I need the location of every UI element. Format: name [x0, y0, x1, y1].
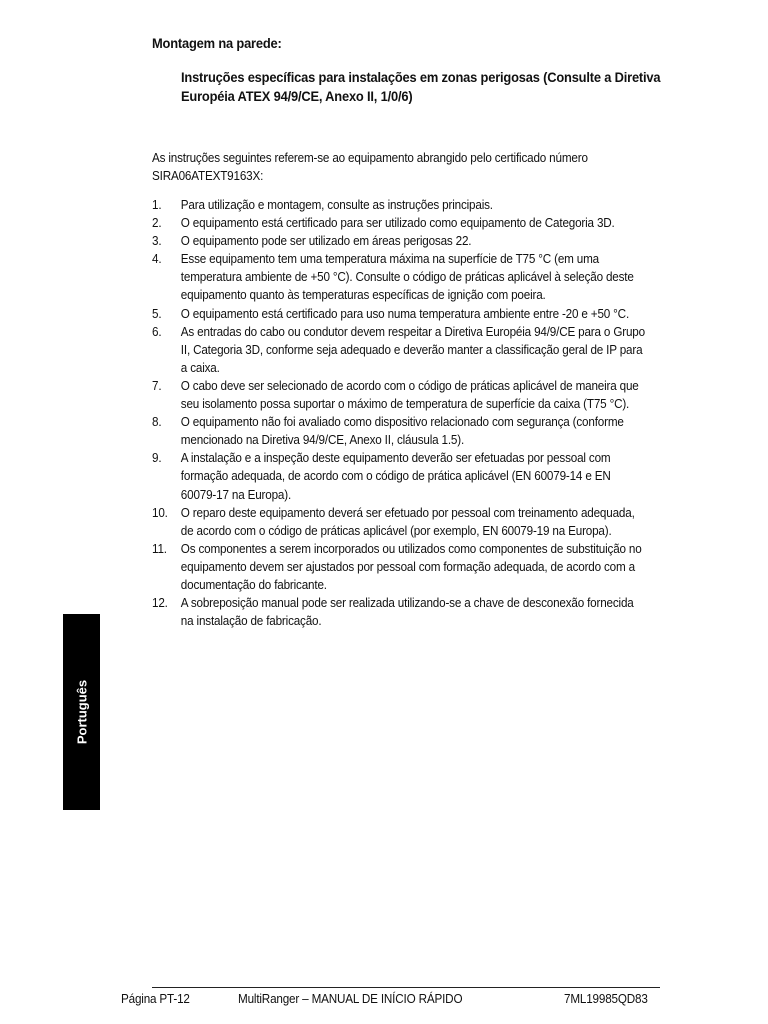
- item-text: Esse equipamento tem uma temperatura máxima na superfície de T75 °C (em uma temperatura ambiente de +50 °C). Consulte o código de práticas aplicável à seleção deste equipamento quanto às temperaturas específicas de ignição com poeira.: [180, 251, 634, 303]
- item-number: 10.: [152, 504, 168, 520]
- item-text: O equipamento não foi avaliado como dispositivo relacionado com segurança (conforme mencionado na Diretiva 94/9/CE, Anexo II, cláusula 1.5).: [180, 414, 624, 448]
- footer-manual-title: MultiRanger – MANUAL DE INÍCIO RÁPIDO: [238, 991, 463, 1006]
- item-text: Para utilização e montagem, consulte as instruções principais.: [180, 197, 493, 212]
- list-item: [152, 323, 645, 377]
- list-item: [152, 377, 645, 413]
- item-number: 9.: [152, 450, 162, 466]
- list-item: [152, 305, 645, 323]
- item-text: Os componentes a serem incorporados ou utilizados como componentes de substituição no equipamento devem ser ajustados por pessoal com formação adequada, de acordo com a documentação do fabricante.: [180, 540, 642, 592]
- item-text: O equipamento pode ser utilizado em áreas perigosas 22.: [180, 233, 472, 249]
- intro-paragraph: As instruções seguintes referem-se ao equipamento abrangido pelo certificado número SIRA06ATEXT9163X:: [152, 150, 588, 183]
- item-number: 3.: [152, 233, 162, 249]
- footer-page-number: Página PT-12: [121, 991, 190, 1006]
- instruction-list: [152, 196, 645, 630]
- item-number: 11.: [152, 540, 167, 556]
- section-heading: Montagem na parede:: [152, 35, 282, 51]
- language-tab: [63, 614, 100, 810]
- list-item: [152, 504, 645, 540]
- list-item: [152, 594, 645, 630]
- item-text: O equipamento está certificado para ser utilizado como equipamento de Categoria 3D.: [180, 215, 615, 231]
- footer-document-code: 7ML19985QD83: [564, 991, 648, 1006]
- list-item: [152, 214, 645, 232]
- list-item: [152, 196, 645, 214]
- list-item: [152, 250, 645, 304]
- item-number: 5.: [152, 305, 162, 321]
- item-number: 6.: [152, 323, 162, 339]
- item-number: 2.: [152, 215, 162, 231]
- item-number: 7.: [152, 377, 162, 393]
- list-item: [152, 413, 645, 449]
- item-number: 8.: [152, 414, 162, 430]
- language-tab-label: Português: [74, 679, 89, 745]
- item-text: O cabo deve ser selecionado de acordo com o código de práticas aplicável de maneira que seu isolamento possa suportar o máximo de temperatura de superfície da caixa (T75 °C).: [180, 377, 639, 412]
- list-item: [152, 232, 645, 250]
- item-text: As entradas do cabo ou condutor devem respeitar a Diretiva Européia 94/9/CE para o Grupo II, Categoria 3D, conforme seja adequado e deverão manter a classificação geral de IP para a caixa.: [180, 323, 645, 375]
- section-subheading: Instruções específicas para instalações em zonas perigosas (Consulte a Diretiva Européia ATEX 94/9/CE, Anexo II, 1/0/6): [181, 69, 661, 104]
- item-number: 4.: [152, 251, 162, 267]
- footer-divider: [152, 987, 660, 988]
- item-number: 12.: [152, 595, 168, 611]
- item-text: A instalação e a inspeção deste equipamento deverão ser efetuadas por pessoal com formação adequada, de acordo com o código de prática aplicável (EN 60079-14 e EN 60079-17 na Europa).: [180, 450, 611, 502]
- item-text: O equipamento está certificado para uso numa temperatura ambiente entre -20 e +50 °C.: [180, 305, 630, 321]
- list-item: [152, 540, 645, 594]
- item-number: 1.: [152, 197, 162, 212]
- item-text: A sobreposição manual pode ser realizada utilizando-se a chave de desconexão fornecida na instalação de fabricação.: [180, 595, 634, 629]
- item-text: O reparo deste equipamento deverá ser efetuado por pessoal com treinamento adequada, de acordo com o código de práticas aplicável (por exemplo, EN 60079-19 na Europa).: [180, 504, 635, 538]
- list-item: [152, 449, 645, 503]
